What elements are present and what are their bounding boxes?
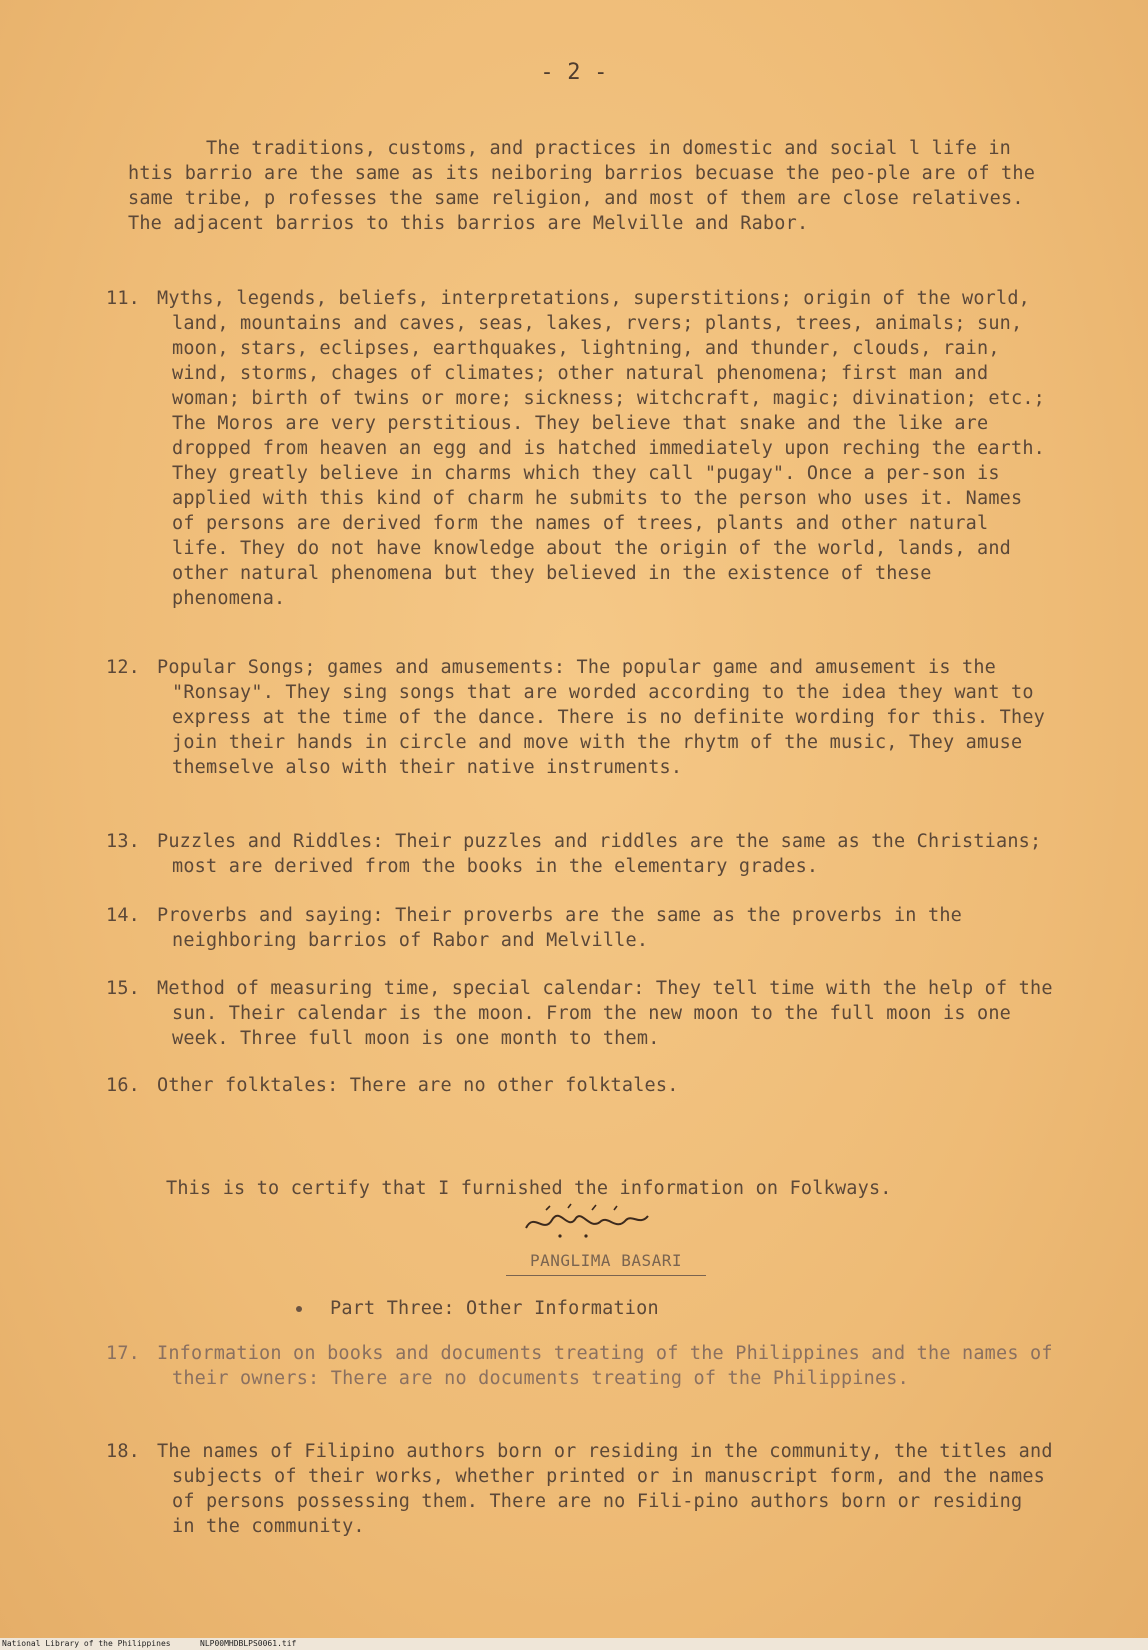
item-number: 18. [106,1441,141,1462]
item-text: The names of Filipino authors born or residing in the community, the titles and subjects of their works, whether printed or in manuscript form, and the names of persons possessing them. There are no Fili-pino authors born or residing in the community. [157,1441,1053,1537]
item-text: Proverbs and saying: Their proverbs are the same as the proverbs in the neighboring barrios of Rabor and Melville. [157,905,962,951]
signatory-name: PANGLIMA BASARI [506,1248,706,1276]
handwritten-signature [516,1202,656,1242]
item-text: Other folktales: There are no other folktales. [157,1075,679,1096]
part-three-heading [296,1296,796,1321]
item-text: Popular Songs; games and amusements: The popular game and amusement is the "Ronsay". They sing songs that are worded according to the idea they want to express at the time of the dance. There is no definite wording for this. They join their hands in circle and move with the rhytm of the music, They amuse themselve also with their native instruments. [157,657,1046,778]
page-number: - 2 - [540,60,608,85]
item-text: Myths, legends, beliefs, interpretations, superstitions; origin of the world, land, mountains and caves, seas, lakes, rvers; plants, trees, animals; sun, moon, stars, eclipses, earthquakes, lightning, and thunder, clouds, rain, wind, storms, chages of climates; other natural phenomena; first man and woman; birth of twins or more; sickness; witchcraft, magic; divination; etc.; The Moros are very perstitious. They believe that snake and the like are dropped from heaven an egg and is hatched immediately upon reching the earth. They greatly believe in charms which they call "pugay". Once a per-son is applied with this kind of charm he submits to the person who uses it. Names of persons are derived form the names of trees, plants and other natural life. They do not have knowledge about the origin of the world, lands, and other natural phenomena but they believed in the existence of these phenomena. [157,288,1046,609]
archive-footer [0,1638,1148,1650]
certification-statement: This is to certify that I furnished the information on Folkways. [166,1178,892,1199]
footer-filename: NLP00MHDBLPS0061.tif [200,1639,297,1648]
item-number: 11. [106,288,141,309]
item-number: 12. [106,657,141,678]
item-13 [106,829,1056,879]
item-11 [106,286,1056,611]
item-14 [106,903,1056,953]
part-heading-text: Part Three: Other Information [330,1298,659,1319]
item-17 [106,1341,1056,1391]
item-15 [106,976,1056,1051]
bullet-icon [296,1306,302,1312]
item-12 [106,655,1056,780]
item-number: 14. [106,905,141,926]
item-18 [106,1439,1056,1539]
footer-source: National Library of the Philippines [2,1639,171,1648]
intro-paragraph: The traditions, customs, and practices in domestic and social l life in htis barrio are the same as its neiboring barrios becuase the peo-ple are of the same tribe, p rofesses the same religion, and most of them are close relatives. The adjacent barrios to this barrios are Melville and Rabor. [128,138,1036,234]
item-number: 13. [106,831,141,852]
item-number: 15. [106,978,141,999]
item-text: Method of measuring time, special calendar: They tell time with the help of the sun. Their calendar is the moon. From the new moon to the full moon is one week. Three full moon is one month to them. [157,978,1053,1049]
item-text: Information on books and documents treating of the Philippines and the names of their owners: There are no documents treating of the Philippines. [157,1343,1053,1389]
item-number: 17. [106,1343,141,1364]
item-number: 16. [106,1075,141,1096]
item-text: Puzzles and Riddles: Their puzzles and riddles are the same as the Christians; most are derived from the books in the elementary grades. [157,831,1042,877]
item-16 [106,1073,1056,1098]
